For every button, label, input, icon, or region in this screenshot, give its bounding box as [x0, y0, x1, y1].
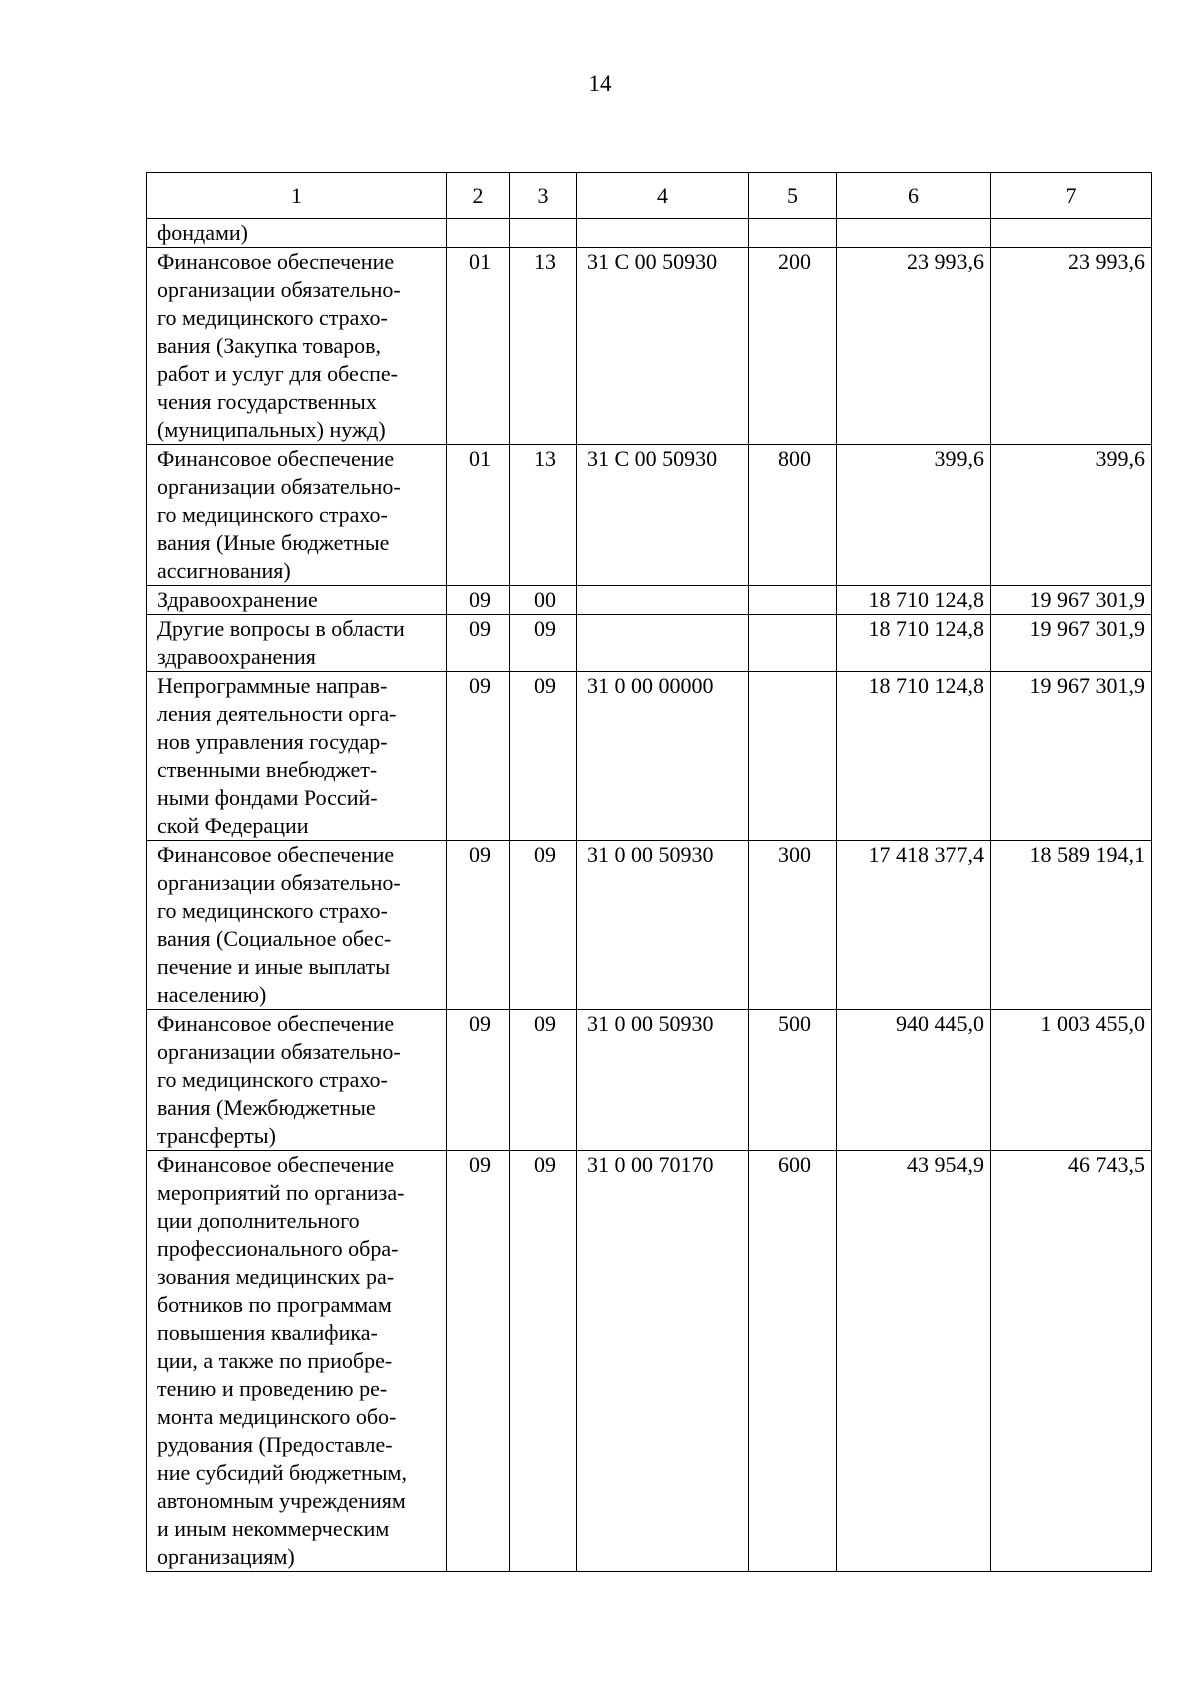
- description-line: Финансовое обеспечение: [157, 1011, 395, 1036]
- amount-year-1-cell: [837, 586, 991, 615]
- amount-year-2: 19 967 301,9: [1029, 616, 1145, 641]
- amount-year-2: 19 967 301,9: [1029, 673, 1145, 698]
- section-code: 09: [469, 1011, 491, 1036]
- expense-type-code-cell: [749, 672, 837, 841]
- section-code-cell: [447, 1010, 510, 1151]
- description-line: вания (Социальное обес-: [157, 926, 392, 951]
- subsection-code-cell: [510, 841, 577, 1010]
- description-line: го медицинского страхо-: [157, 898, 388, 923]
- section-code-cell: [447, 672, 510, 841]
- expense-type-code: 200: [778, 249, 811, 274]
- description-line: здравоохранения: [157, 644, 316, 669]
- item-description-cell: [147, 1151, 447, 1572]
- amount-year-1: 23 993,6: [907, 249, 984, 274]
- section-code: 09: [469, 587, 491, 612]
- table-row: [147, 841, 1152, 1010]
- description-line: вания (Иные бюджетные: [157, 530, 390, 555]
- expense-type-code: 300: [778, 842, 811, 867]
- section-code: 01: [469, 446, 491, 471]
- description-line: Непрограммные направ-: [157, 673, 388, 698]
- table-row: [147, 445, 1152, 586]
- subsection-code: 09: [534, 673, 556, 698]
- table-row: [147, 219, 1152, 248]
- target-article-code-cell: [577, 841, 749, 1010]
- description-line: ственными внебюджет-: [157, 757, 378, 782]
- description-line: организации обязательно-: [157, 870, 401, 895]
- section-code-cell: [447, 1151, 510, 1572]
- amount-year-1-cell: [837, 841, 991, 1010]
- expense-type-code: 600: [778, 1152, 811, 1177]
- description-line: рудования (Предоставле-: [157, 1432, 393, 1457]
- subsection-code: 00: [534, 587, 556, 612]
- description-line: монта медицинского обо-: [157, 1404, 397, 1429]
- target-article-code-cell: [577, 586, 749, 615]
- description-line: зования медицинских ра-: [157, 1264, 395, 1289]
- column-header: 1: [147, 173, 447, 219]
- description-line: организации обязательно-: [157, 1039, 401, 1064]
- amount-year-2: 19 967 301,9: [1029, 587, 1145, 612]
- description-line: ассигнования): [157, 558, 291, 583]
- subsection-code: 13: [534, 446, 556, 471]
- amount-year-2: 399,6: [1095, 446, 1145, 471]
- description-line: тению и проведению ре-: [157, 1376, 388, 1401]
- section-code: 09: [469, 673, 491, 698]
- table-body: [147, 173, 1152, 1572]
- amount-year-2-cell: [991, 1010, 1152, 1151]
- amount-year-1-cell: [837, 445, 991, 586]
- description-line: повышения квалифика-: [157, 1320, 378, 1345]
- expense-type-code-cell: [749, 586, 837, 615]
- expense-type-code: 800: [778, 446, 811, 471]
- description-line: ции дополнительного: [157, 1208, 360, 1233]
- section-code: 09: [469, 1152, 491, 1177]
- budget-table: [146, 172, 1152, 1572]
- amount-year-2-cell: [991, 219, 1152, 248]
- table-row: [147, 586, 1152, 615]
- subsection-code: 13: [534, 249, 556, 274]
- amount-year-1-cell: [837, 672, 991, 841]
- amount-year-2: 18 589 194,1: [1029, 842, 1145, 867]
- target-article-code: 31 0 00 50930: [587, 1011, 714, 1036]
- amount-year-1-cell: [837, 615, 991, 672]
- column-header: 5: [749, 173, 837, 219]
- target-article-code: 31 0 00 70170: [587, 1152, 714, 1177]
- description-line: го медицинского страхо-: [157, 1067, 388, 1092]
- amount-year-1-cell: [837, 248, 991, 445]
- section-code-cell: [447, 219, 510, 248]
- section-code: 01: [469, 249, 491, 274]
- description-line: и иным некоммерческим: [157, 1516, 390, 1541]
- subsection-code: 09: [534, 1011, 556, 1036]
- description-line: ботников по программам: [157, 1292, 392, 1317]
- description-line: чения государственных: [157, 389, 377, 414]
- description-line: (муниципальных) нужд): [157, 417, 386, 442]
- description-line: ления деятельности орга-: [157, 701, 397, 726]
- amount-year-2-cell: [991, 841, 1152, 1010]
- subsection-code-cell: [510, 586, 577, 615]
- description-line: профессионального обра-: [157, 1236, 399, 1261]
- subsection-code-cell: [510, 248, 577, 445]
- amount-year-2-cell: [991, 248, 1152, 445]
- target-article-code-cell: [577, 248, 749, 445]
- description-line: ции, а также по приобре-: [157, 1348, 393, 1373]
- amount-year-1-cell: [837, 1151, 991, 1572]
- amount-year-1-cell: [837, 219, 991, 248]
- amount-year-2-cell: [991, 672, 1152, 841]
- description-line: го медицинского страхо-: [157, 305, 388, 330]
- section-code: 09: [469, 842, 491, 867]
- item-description-cell: [147, 841, 447, 1010]
- amount-year-2: 46 743,5: [1068, 1152, 1145, 1177]
- amount-year-2-cell: [991, 445, 1152, 586]
- expense-type-code-cell: [749, 1151, 837, 1572]
- description-line: ние субсидий бюджетным,: [157, 1460, 407, 1485]
- description-line: мероприятий по организа-: [157, 1180, 405, 1205]
- amount-year-2: 23 993,6: [1068, 249, 1145, 274]
- expense-type-code-cell: [749, 841, 837, 1010]
- column-header: 7: [991, 173, 1152, 219]
- description-line: ской Федерации: [157, 813, 309, 838]
- expense-type-code-cell: [749, 219, 837, 248]
- column-header: 4: [577, 173, 749, 219]
- table-row: [147, 615, 1152, 672]
- column-header: 6: [837, 173, 991, 219]
- target-article-code-cell: [577, 1010, 749, 1151]
- description-line: Финансовое обеспечение: [157, 249, 395, 274]
- page-number: 14: [588, 71, 612, 96]
- amount-year-1: 399,6: [934, 446, 984, 471]
- subsection-code-cell: [510, 1151, 577, 1572]
- item-description-cell: [147, 586, 447, 615]
- subsection-code-cell: [510, 219, 577, 248]
- target-article-code: 31 0 00 50930: [587, 842, 714, 867]
- section-code: 09: [469, 616, 491, 641]
- section-code-cell: [447, 841, 510, 1010]
- amount-year-1-cell: [837, 1010, 991, 1151]
- column-header: 2: [447, 173, 510, 219]
- amount-year-2: 1 003 455,0: [1040, 1011, 1145, 1036]
- target-article-code: 31 С 00 50930: [587, 249, 718, 274]
- target-article-code: 31 0 00 00000: [587, 673, 714, 698]
- subsection-code-cell: [510, 615, 577, 672]
- description-line: Финансовое обеспечение: [157, 842, 395, 867]
- description-line: фондами): [157, 220, 249, 245]
- description-line: автономным учреждениям: [157, 1488, 406, 1513]
- amount-year-1: 18 710 124,8: [868, 673, 984, 698]
- table-row: [147, 1010, 1152, 1151]
- description-line: населению): [157, 982, 267, 1007]
- target-article-code-cell: [577, 219, 749, 248]
- description-line: ными фондами Россий-: [157, 785, 378, 810]
- expense-type-code-cell: [749, 1010, 837, 1151]
- table-row: [147, 248, 1152, 445]
- amount-year-2-cell: [991, 1151, 1152, 1572]
- item-description-cell: [147, 672, 447, 841]
- target-article-code-cell: [577, 672, 749, 841]
- expense-type-code-cell: [749, 445, 837, 586]
- subsection-code-cell: [510, 445, 577, 586]
- amount-year-1: 18 710 124,8: [868, 587, 984, 612]
- target-article-code-cell: [577, 1151, 749, 1572]
- amount-year-1: 18 710 124,8: [868, 616, 984, 641]
- subsection-code-cell: [510, 1010, 577, 1151]
- section-code-cell: [447, 248, 510, 445]
- description-line: печение и иные выплаты: [157, 954, 391, 979]
- table-row: [147, 1151, 1152, 1572]
- amount-year-2-cell: [991, 586, 1152, 615]
- description-line: трансферты): [157, 1123, 276, 1148]
- description-line: организации обязательно-: [157, 474, 401, 499]
- item-description-cell: [147, 1010, 447, 1151]
- target-article-code-cell: [577, 615, 749, 672]
- description-line: организациям): [157, 1544, 295, 1569]
- subsection-code: 09: [534, 616, 556, 641]
- expense-type-code-cell: [749, 615, 837, 672]
- description-line: Другие вопросы в области: [157, 616, 405, 641]
- subsection-code: 09: [534, 842, 556, 867]
- description-line: работ и услуг для обеспе-: [157, 361, 398, 386]
- expense-type-code: 500: [778, 1011, 811, 1036]
- section-code-cell: [447, 445, 510, 586]
- item-description-cell: [147, 219, 447, 248]
- item-description-cell: [147, 445, 447, 586]
- description-line: вания (Межбюджетные: [157, 1095, 376, 1120]
- description-line: Здравоохранение: [157, 587, 318, 612]
- section-code-cell: [447, 586, 510, 615]
- description-line: нов управления государ-: [157, 729, 388, 754]
- target-article-code-cell: [577, 445, 749, 586]
- item-description-cell: [147, 615, 447, 672]
- item-description-cell: [147, 248, 447, 445]
- target-article-code: 31 С 00 50930: [587, 446, 718, 471]
- description-line: Финансовое обеспечение: [157, 446, 395, 471]
- subsection-code-cell: [510, 672, 577, 841]
- amount-year-1: 17 418 377,4: [868, 842, 984, 867]
- amount-year-1: 940 445,0: [896, 1011, 984, 1036]
- description-line: организации обязательно-: [157, 277, 401, 302]
- description-line: вания (Закупка товаров,: [157, 333, 381, 358]
- column-number-row: [147, 173, 1152, 219]
- expense-type-code-cell: [749, 248, 837, 445]
- amount-year-2-cell: [991, 615, 1152, 672]
- description-line: го медицинского страхо-: [157, 502, 388, 527]
- amount-year-1: 43 954,9: [907, 1152, 984, 1177]
- table-row: [147, 672, 1152, 841]
- column-header: 3: [510, 173, 577, 219]
- description-line: Финансовое обеспечение: [157, 1152, 395, 1177]
- section-code-cell: [447, 615, 510, 672]
- subsection-code: 09: [534, 1152, 556, 1177]
